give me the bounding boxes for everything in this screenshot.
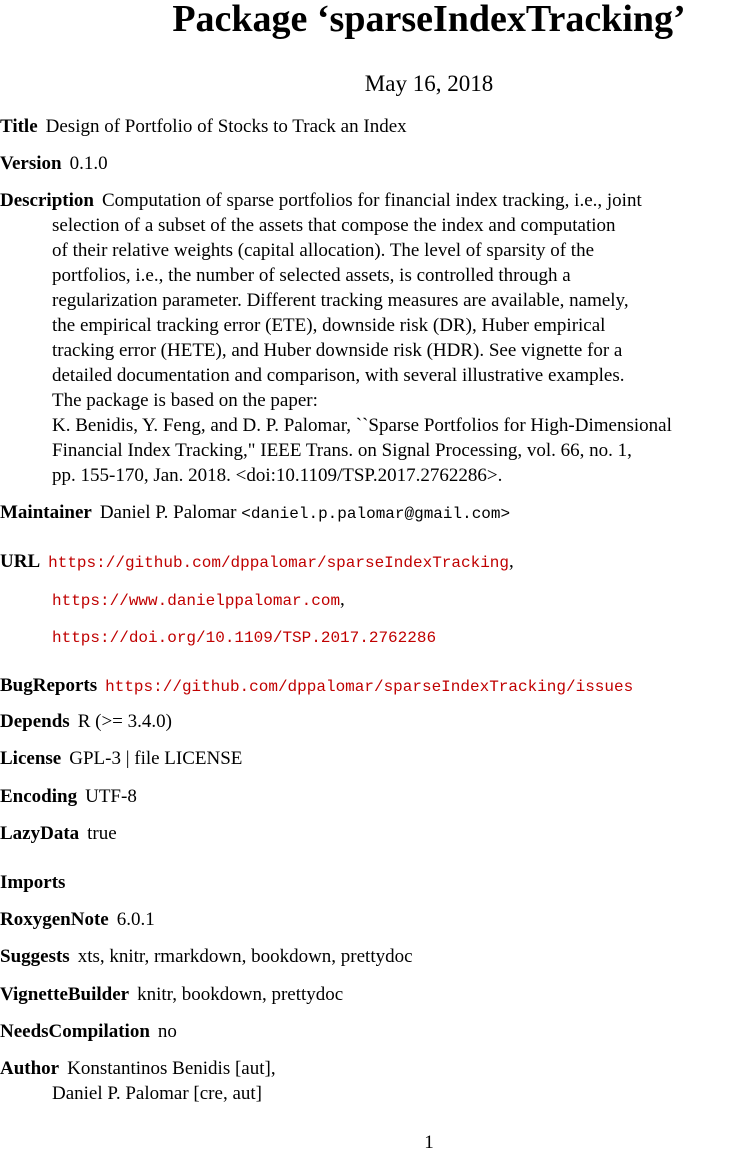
- url-link-doi[interactable]: https://doi.org/10.1109/TSP.2017.2762286: [52, 629, 437, 647]
- field-suggests: [0, 944, 729, 969]
- field-value: R (>= 3.4.0): [77, 711, 172, 732]
- field-label: VignetteBuilder: [0, 984, 130, 1005]
- field-encoding: [0, 784, 729, 809]
- field-label: Depends: [0, 711, 70, 732]
- field-lazydata: [0, 821, 729, 846]
- description-line: of their relative weights (capital allocation). The level of sparsity of the: [52, 240, 595, 261]
- description-line: Description Computation of sparse portfolios for financial index tracking, i.e., joint: [0, 190, 642, 211]
- field-value: xts, knitr, rmarkdown, bookdown, prettydoc: [77, 946, 413, 967]
- publication-date: May 16, 2018: [364, 71, 494, 96]
- field-label: Suggests: [0, 946, 70, 967]
- field-value: no: [157, 1021, 177, 1042]
- field-label: Description: [0, 190, 94, 211]
- field-maintainer: [0, 500, 729, 527]
- description-line: detailed documentation and comparison, with several illustrative examples.: [52, 365, 625, 386]
- field-roxygennote: [0, 907, 729, 932]
- url-link-homepage[interactable]: https://www.danielppalomar.com: [52, 592, 341, 610]
- field-value: knitr, bookdown, prettydoc: [137, 984, 344, 1005]
- field-needscompilation: [0, 1019, 729, 1044]
- field-label: Imports: [0, 872, 66, 893]
- field-label: LazyData: [0, 823, 80, 844]
- description-line: portfolios, i.e., the number of selected assets, is controlled through a: [52, 265, 571, 286]
- package-title: Package ‘sparseIndexTracking’: [172, 0, 686, 40]
- field-label: BugReports: [0, 675, 98, 696]
- page-number: 1: [424, 1132, 434, 1153]
- field-label: License: [0, 748, 62, 769]
- field-label: Title: [0, 116, 38, 137]
- maintainer-email[interactable]: <daniel.p.palomar@gmail.com>: [241, 505, 511, 523]
- field-value: Design of Portfolio of Stocks to Track an Index: [45, 116, 407, 137]
- field-label: Version: [0, 153, 62, 174]
- field-label: RoxygenNote: [0, 909, 109, 930]
- field-license: [0, 746, 729, 771]
- description-line: The package is based on the paper:: [52, 390, 318, 411]
- field-label: Author: [0, 1058, 60, 1079]
- field-label: NeedsCompilation: [0, 1021, 150, 1042]
- field-value: GPL-3 | file LICENSE: [69, 748, 243, 769]
- bugreports-link[interactable]: https://github.com/dppalomar/sparseIndexTracking/issues: [105, 678, 634, 696]
- description-line: Financial Index Tracking," IEEE Trans. on Signal Processing, vol. 66, no. 1,: [52, 440, 632, 461]
- field-value: 0.1.0: [69, 153, 108, 174]
- author-line: Daniel P. Palomar [cre, aut]: [52, 1083, 262, 1104]
- description-line: regularization parameter. Different tracking measures are available, namely,: [52, 290, 629, 311]
- field-label: Maintainer: [0, 502, 92, 523]
- description-line: the empirical tracking error (ETE), downside risk (DR), Huber empirical: [52, 315, 606, 336]
- url-line: https://www.danielppalomar.com,: [52, 589, 345, 610]
- author-line: Author Konstantinos Benidis [aut],: [0, 1058, 276, 1079]
- url-link-github[interactable]: https://github.com/dppalomar/sparseIndexTracking: [48, 554, 509, 572]
- field-value: UTF-8: [85, 786, 137, 807]
- description-line: K. Benidis, Y. Feng, and D. P. Palomar, ``Sparse Portfolios for High-Dimensional: [52, 415, 672, 436]
- field-title: [0, 114, 729, 139]
- field-value: true: [87, 823, 117, 844]
- maintainer-name: Daniel P. Palomar: [99, 502, 237, 523]
- field-vignettebuilder: [0, 982, 729, 1007]
- url-line: [52, 624, 436, 651]
- description-line: selection of a subset of the assets that compose the index and computation: [52, 215, 616, 236]
- field-imports: [0, 870, 729, 895]
- field-value: 6.0.1: [116, 909, 155, 930]
- description-line: pp. 155-170, Jan. 2018. <doi:10.1109/TSP.2017.2762286>.: [52, 465, 503, 486]
- url-line: URL https://github.com/dppalomar/sparseIndexTracking,: [0, 551, 514, 572]
- field-bugreports: [0, 673, 729, 700]
- field-label: URL: [0, 551, 41, 572]
- description-line: tracking error (HETE), and Huber downside risk (HDR). See vignette for a: [52, 340, 623, 361]
- field-label: Encoding: [0, 786, 78, 807]
- field-version: [0, 151, 729, 176]
- field-depends: [0, 709, 729, 734]
